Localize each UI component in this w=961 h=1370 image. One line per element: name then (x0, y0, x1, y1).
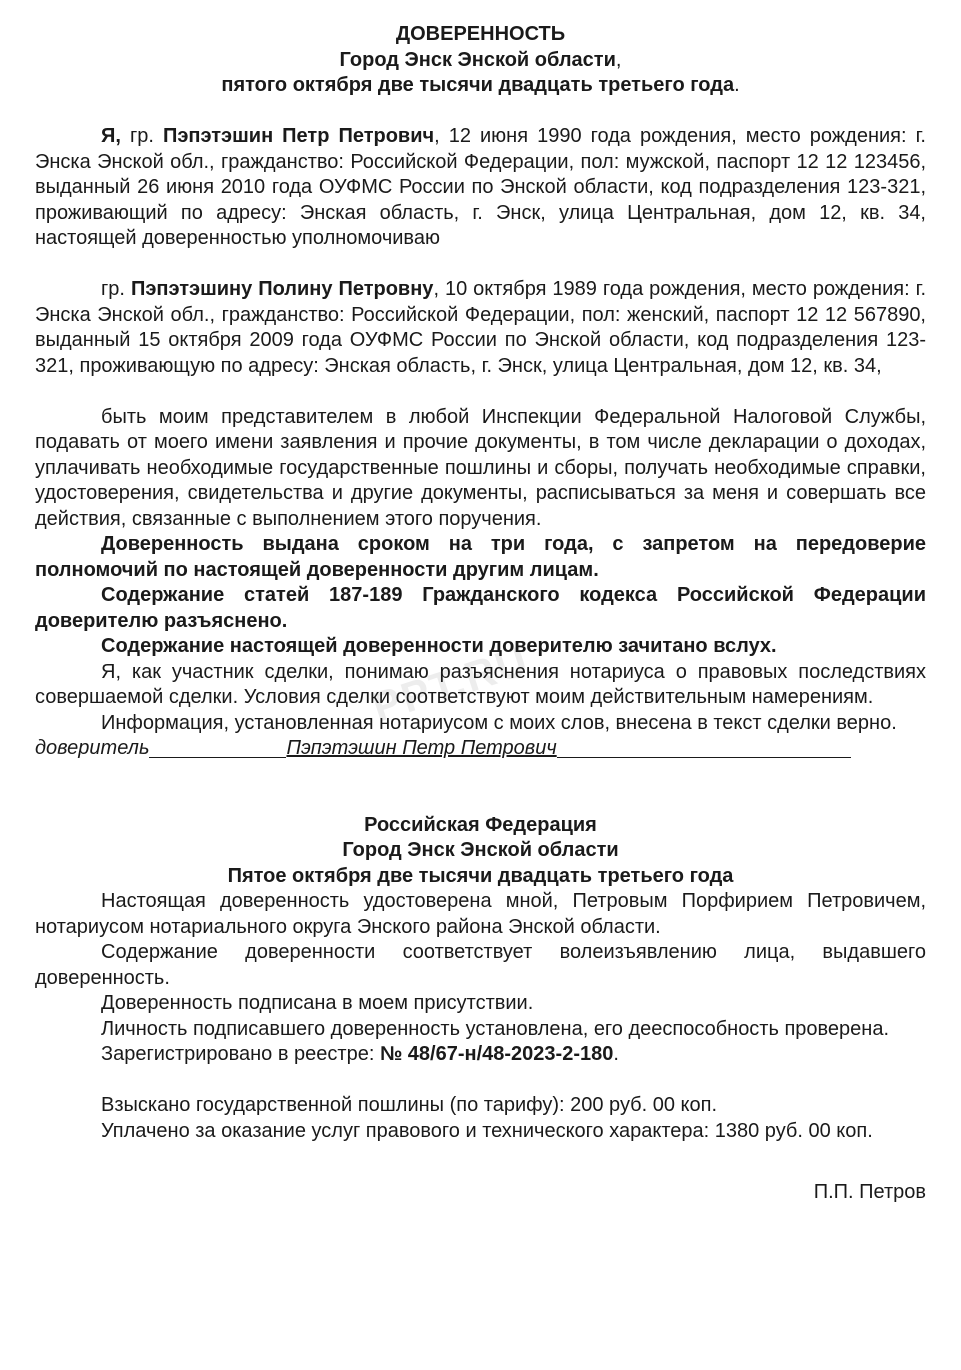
signature-name: Пэпэтэшин Петр Петрович (286, 737, 557, 759)
certification-paragraph-1: Настоящая доверенность удостоверена мной, Петровым Порфирием Петровичем, нотариусом нотариального округа Энского района Энской области. (35, 890, 926, 938)
info-paragraph: Информация, установленная нотариусом с моих слов, внесена в текст сделки верно. (101, 711, 897, 734)
registry-label: Зарегистрировано в реестре: (101, 1043, 380, 1065)
registry-number: № 48/67-н/48-2023-2-180 (379, 1043, 614, 1065)
certification-city: Город Энск Энской области (342, 839, 619, 861)
date-text: пятого октября две тысячи двадцать третьего года (221, 74, 735, 96)
certification-paragraph-4: Личность подписавшего доверенность установлена, его дееспособность проверена. (101, 1017, 890, 1040)
principal-paragraph (35, 124, 926, 252)
city-comma: , (615, 48, 622, 71)
document-title: ДОВЕРЕННОСТЬ (395, 23, 566, 45)
agent-paragraph (35, 277, 926, 379)
registry-paragraph (35, 1042, 926, 1068)
document-city (35, 48, 926, 74)
principal-lead: Я, (101, 125, 121, 147)
registry-dot: . (613, 1043, 619, 1065)
term-paragraph: Доверенность выдана сроком на три года, с запретом на передоверие полномочий по настоящей доверенности другим лицам. (35, 533, 926, 581)
watermark: PPT.RU (366, 636, 535, 731)
certification-paragraph-2: Содержание доверенности соответствует волеизъявлению лица, выдавшего доверенность. (35, 941, 926, 989)
agent-details: , 10 октября 1989 года рождения, место рождения: г. Энска Энской обл., гражданство: Российской Федерации, пол: женский, паспорт 12 12 567890, выданный 15 октября 2009 года ОУФМС России по Энской области, код подразделения 123-321, проживающую по адресу: Энская область, г. Энск, улица Центральная, дом 12, кв. 34, (35, 278, 926, 377)
signature-line-tail (557, 736, 851, 758)
agent-gr: гр. (101, 278, 131, 300)
power-of-attorney-document (35, 22, 926, 1205)
civil-code-paragraph: Содержание статей 187-189 Гражданского кодекса Российской Федерации доверителю разъяснено. (35, 584, 926, 632)
certification-country: Российская Федерация (364, 813, 597, 836)
city-text: Город Энск Энской области (339, 48, 616, 71)
notary-signature: П.П. Петров (813, 1180, 926, 1203)
powers-paragraph: быть моим представителем в любой Инспекции Федеральной Налоговой Службы, подавать от моего имени заявления и прочие документы, в том числе декларации о доходах, уплачивать необходимые государственные пошлины и сборы, получать необходимые справки, удостоверения, свидетельства и другие документы, расписываться за меня и совершать все действия, связанные с выполнением этого поручения. (35, 405, 926, 530)
principal-gr: гр. (120, 125, 163, 147)
services-paragraph: Уплачено за оказание услуг правового и технического характера: 1380 руб. 00 коп. (101, 1119, 873, 1142)
signature-label: доверитель (35, 737, 150, 759)
certification-paragraph-3: Доверенность подписана в моем присутствии. (101, 992, 534, 1014)
document-date (35, 73, 926, 99)
agent-name: Пэпэтэшину Полину Петровну (130, 278, 434, 300)
signature-line (149, 736, 286, 758)
signature-row (35, 736, 926, 762)
fee-paragraph: Взыскано государственной пошлины (по тарифу): 200 руб. 00 коп. (101, 1094, 718, 1116)
read-aloud-paragraph: Содержание настоящей доверенности доверителю зачитано вслух. (101, 635, 777, 657)
principal-name: Пэпэтэшин Петр Петрович (162, 125, 435, 147)
understanding-paragraph: Я, как участник сделки, понимаю разъяснения нотариуса о правовых последствиях совершаемой сделки. Условия сделки соответствуют моим действительным намерениям. (35, 660, 926, 708)
principal-details: , 12 июня 1990 года рождения, место рождения: г. Энска Энской обл., гражданство: Российской Федерации, пол: мужской, паспорт 12 12 123456, выданный 26 июня 2010 года ОУФМС России по Энской области, код подразделения 123-321, проживающий по адресу: Энская область, г. Энск, улица Центральная, дом 12, кв. 34, настоящей доверенностью уполномочиваю (35, 125, 926, 249)
date-dot: . (734, 74, 740, 96)
certification-date: Пятое октября две тысячи двадцать третьего года (227, 864, 734, 887)
